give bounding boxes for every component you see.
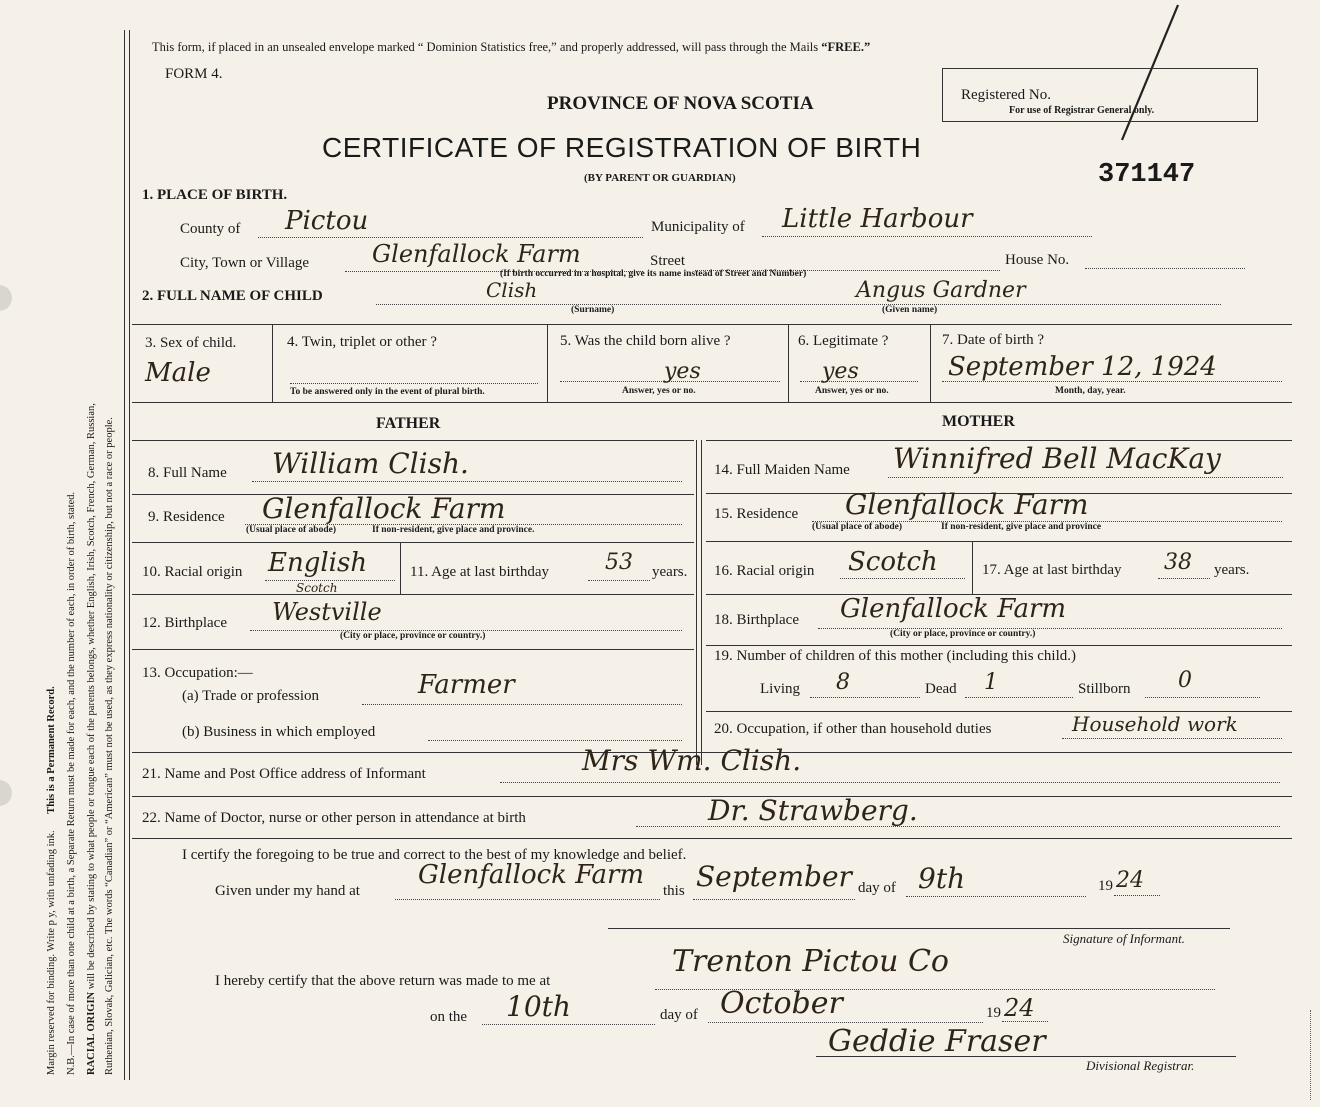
father-heading: FATHER xyxy=(376,415,441,432)
house-label: House No. xyxy=(1005,252,1070,268)
on-the-label: on the xyxy=(430,1009,468,1025)
rule xyxy=(930,324,931,402)
mother-name-line xyxy=(888,477,1283,478)
county-line xyxy=(258,237,643,238)
mother-name-value: Winnifred Bell MacKay xyxy=(893,442,1221,475)
mother-age-line xyxy=(1158,578,1210,579)
mail-notice-free: “FREE.” xyxy=(821,40,871,54)
side-note-text: will be described by stating to what people or tongue each of the parents belongs, whether English, Irish, Scotch, French, German, Russian, xyxy=(86,403,97,990)
rule xyxy=(788,324,789,402)
rule xyxy=(132,324,1292,325)
dead-value: 1 xyxy=(984,670,998,695)
registrar-day-line xyxy=(482,1024,655,1025)
mother-age-value: 38 xyxy=(1164,550,1192,575)
child-surname: Clish xyxy=(486,278,538,302)
binding-hole xyxy=(0,285,12,311)
registrar-day-value: 10th xyxy=(506,990,571,1023)
registrar-month-value: October xyxy=(720,986,843,1021)
doctor-value: Dr. Strawberg. xyxy=(708,794,918,827)
given-month-value: September xyxy=(696,860,852,893)
mother-years: years. xyxy=(1214,562,1250,578)
living-value: 8 xyxy=(836,670,850,695)
alive-value: yes xyxy=(664,359,701,384)
mother-heading: MOTHER xyxy=(942,413,1015,430)
stamp-number: 371147 xyxy=(1098,160,1196,190)
dob-label: 7. Date of birth ? xyxy=(942,332,1045,348)
side-note-text: y, with unfading ink. xyxy=(46,830,57,918)
dob-value: September 12, 1924 xyxy=(948,352,1217,382)
surname-caption: (Surname) xyxy=(571,305,615,315)
mother-nonres-note: If non-resident, give place and province xyxy=(941,522,1102,532)
father-birthplace-label: 12. Birthplace xyxy=(142,615,227,631)
mother-racial-value: Scotch xyxy=(848,547,938,577)
mother-birthplace-note: (City or place, province or country.) xyxy=(890,629,1036,639)
sex-value: Male xyxy=(145,358,211,388)
page-title: CERTIFICATE OF REGISTRATION OF BIRTH xyxy=(322,132,922,163)
informant-line xyxy=(500,782,1280,783)
mother-birthplace-line xyxy=(818,628,1282,629)
registrar-year-prefix: 19 xyxy=(986,1005,1001,1021)
informant-label: 21. Name and Post Office address of Informant xyxy=(142,766,426,782)
child-given-name: Angus Gardner xyxy=(856,278,1026,303)
county-label: County of xyxy=(180,221,241,237)
registrar-year-value: 24 xyxy=(1004,994,1035,1022)
mother-residence-value: Glenfallock Farm xyxy=(845,488,1089,521)
side-note-binding xyxy=(46,686,57,1075)
mother-name-label: 14. Full Maiden Name xyxy=(714,462,850,478)
given-place-line xyxy=(395,899,660,900)
mother-occupation-line xyxy=(1062,738,1282,739)
day-of-label: day of xyxy=(858,880,896,896)
city-label: City, Town or Village xyxy=(180,255,310,271)
father-occupation-label: 13. Occupation:— xyxy=(142,665,253,681)
mother-racial-line xyxy=(840,578,965,579)
registrar-caption: Divisional Registrar. xyxy=(1086,1058,1195,1073)
municipality-value: Little Harbour xyxy=(782,204,973,234)
given-caption: (Given name) xyxy=(882,305,938,315)
binding-hole xyxy=(0,780,12,806)
rule xyxy=(400,542,401,594)
father-trade-value: Farmer xyxy=(418,670,515,700)
father-birthplace-value: Westville xyxy=(272,598,382,626)
side-note-nb: N.B.—In case of more than one child at a birth, a Separate Return must be made for each, and the number of each, in order of birth, stated. xyxy=(66,491,77,1075)
legit-line xyxy=(800,381,918,382)
given-month-line xyxy=(693,899,855,900)
mother-birthplace-label: 18. Birthplace xyxy=(714,612,799,628)
hospital-note: (If birth occurred in a hospital, give its name instead of Street and Number) xyxy=(500,269,807,279)
living-line xyxy=(810,697,920,698)
rule xyxy=(132,838,1292,839)
mother-children-label: 19. Number of children of this mother (including this child.) xyxy=(714,648,1077,664)
registered-box xyxy=(942,68,1258,122)
given-day-value: 9th xyxy=(918,862,966,895)
doctor-label: 22. Name of Doctor, nurse or other person in attendance at birth xyxy=(142,810,526,826)
father-birthplace-note: (City or place, province or country.) xyxy=(340,631,486,641)
edge-mark xyxy=(1310,1010,1311,1100)
rule xyxy=(132,594,694,595)
certify-text: I certify the foregoing to be true and correct to the best of my knowledge and belief. xyxy=(182,847,687,863)
dead-label: Dead xyxy=(925,681,957,697)
dead-line xyxy=(965,697,1073,698)
registrar-day-of-label: day of xyxy=(660,1007,698,1023)
mother-birthplace-value: Glenfallock Farm xyxy=(840,594,1067,624)
twin-label: 4. Twin, triplet or other ? xyxy=(287,334,437,350)
father-name-line xyxy=(252,481,682,482)
margin-rule xyxy=(129,30,130,1080)
registered-label: Registered No. xyxy=(961,87,1051,103)
mail-notice xyxy=(152,40,870,55)
side-note-racial xyxy=(86,403,97,1075)
municipality-line xyxy=(762,236,1092,237)
rule xyxy=(696,440,697,765)
rule xyxy=(547,324,548,402)
given-label: Given under my hand at xyxy=(215,883,360,899)
signature-caption: Signature of Informant. xyxy=(1063,931,1185,946)
child-name-line xyxy=(376,304,1221,305)
given-year-prefix: 19 xyxy=(1098,878,1113,894)
page-subtitle: (BY PARENT OR GUARDIAN) xyxy=(584,172,736,184)
father-business-line xyxy=(428,740,682,741)
mother-racial-label: 16. Racial origin xyxy=(714,563,815,579)
rule xyxy=(132,649,694,650)
registrar-year-line xyxy=(1002,1021,1048,1022)
side-note-text: RACIAL ORIGIN xyxy=(86,991,97,1075)
father-name-value: William Clish. xyxy=(272,447,469,480)
father-age-label: 11. Age at last birthday xyxy=(410,564,549,580)
margin-rule xyxy=(124,30,125,1080)
registrar-month-line xyxy=(708,1022,983,1023)
given-place-value: Glenfallock Farm xyxy=(418,860,645,890)
county-value: Pictou xyxy=(285,206,369,236)
signature-line xyxy=(608,928,1230,929)
form-number: FORM 4. xyxy=(165,66,223,82)
father-residence-label: 9. Residence xyxy=(148,509,225,525)
rule xyxy=(272,324,273,402)
mother-residence-label: 15. Residence xyxy=(714,506,799,522)
stillborn-value: 0 xyxy=(1178,668,1192,693)
given-year-line xyxy=(1114,895,1160,896)
place-heading: 1. PLACE OF BIRTH. xyxy=(142,187,288,203)
father-age-line xyxy=(588,580,650,581)
father-abode-note: (Usual place of abode) xyxy=(246,525,336,535)
father-nonres-note: If non-resident, give place and province. xyxy=(372,525,535,535)
living-label: Living xyxy=(760,681,800,697)
municipality-label: Municipality of xyxy=(651,219,745,235)
twin-note: To be answered only in the event of plural birth. xyxy=(290,387,485,397)
side-note-racial-cont: Ruthenian, Slovak, Galician, etc. The words “Canadian” or “American” must not be used, as they express nationality or citizenship, but not a race or people. xyxy=(104,417,115,1075)
father-age-value: 53 xyxy=(605,550,633,575)
rule xyxy=(706,645,1292,646)
mother-occupation-label: 20. Occupation, if other than household duties xyxy=(714,721,992,737)
registrar-signature: Geddie Fraser xyxy=(828,1024,1046,1059)
rule xyxy=(972,541,973,594)
mother-abode-note: (Usual place of abode) xyxy=(812,522,902,532)
legit-value: yes xyxy=(822,359,859,384)
stillborn-line xyxy=(1145,697,1260,698)
street-label: Street xyxy=(650,253,685,269)
father-name-label: 8. Full Name xyxy=(148,465,227,481)
twin-line xyxy=(290,383,538,384)
alive-label: 5. Was the child born alive ? xyxy=(560,333,731,349)
registered-note: For use of Registrar General only. xyxy=(1009,105,1155,116)
rule xyxy=(706,541,1292,542)
given-day-line xyxy=(906,896,1086,897)
rule xyxy=(706,440,1292,441)
registrar-signature-line xyxy=(816,1056,1236,1057)
side-note-text: Margin reserved for binding. Write p xyxy=(46,920,57,1075)
legit-note: Answer, yes or no. xyxy=(815,386,889,396)
child-name-label: 2. FULL NAME OF CHILD xyxy=(142,288,323,304)
rule xyxy=(132,402,1292,403)
father-business-label: (b) Business in which employed xyxy=(182,724,376,740)
dob-note: Month, day, year. xyxy=(1055,386,1126,396)
stillborn-label: Stillborn xyxy=(1078,681,1131,697)
informant-value: Mrs Wm. Clish. xyxy=(582,744,802,777)
sex-label: 3. Sex of child. xyxy=(145,335,237,351)
registrar-place-value: Trenton Pictou Co xyxy=(672,944,949,979)
father-racial-label: 10. Racial origin xyxy=(142,564,243,580)
registrar-text: I hereby certify that the above return was made to me at xyxy=(215,973,551,989)
father-years: years. xyxy=(652,564,688,580)
province-heading: PROVINCE OF NOVA SCOTIA xyxy=(547,93,814,114)
mail-notice-text: This form, if placed in an unsealed envelope marked “ Dominion Statistics free,” and properly addressed, will pass through the Mails xyxy=(152,40,819,54)
side-note-text: This is a Permanent Record. xyxy=(46,686,57,814)
rule xyxy=(701,440,702,765)
mother-occupation-value: Household work xyxy=(1072,712,1238,736)
father-trade-label: (a) Trade or profession xyxy=(182,688,320,704)
city-value: Glenfallock Farm xyxy=(372,240,581,268)
rule xyxy=(132,542,694,543)
given-year-value: 24 xyxy=(1116,868,1144,893)
father-residence-value: Glenfallock Farm xyxy=(262,492,506,525)
father-racial-value: English xyxy=(268,548,368,578)
house-line xyxy=(1085,268,1245,269)
legit-label: 6. Legitimate ? xyxy=(798,333,889,349)
mother-age-label: 17. Age at last birthday xyxy=(982,562,1122,578)
alive-note: Answer, yes or no. xyxy=(622,386,696,396)
father-trade-line xyxy=(362,704,682,705)
this-label: this xyxy=(663,883,685,899)
rule xyxy=(132,440,694,441)
father-racial-extra: Scotch xyxy=(296,581,338,595)
